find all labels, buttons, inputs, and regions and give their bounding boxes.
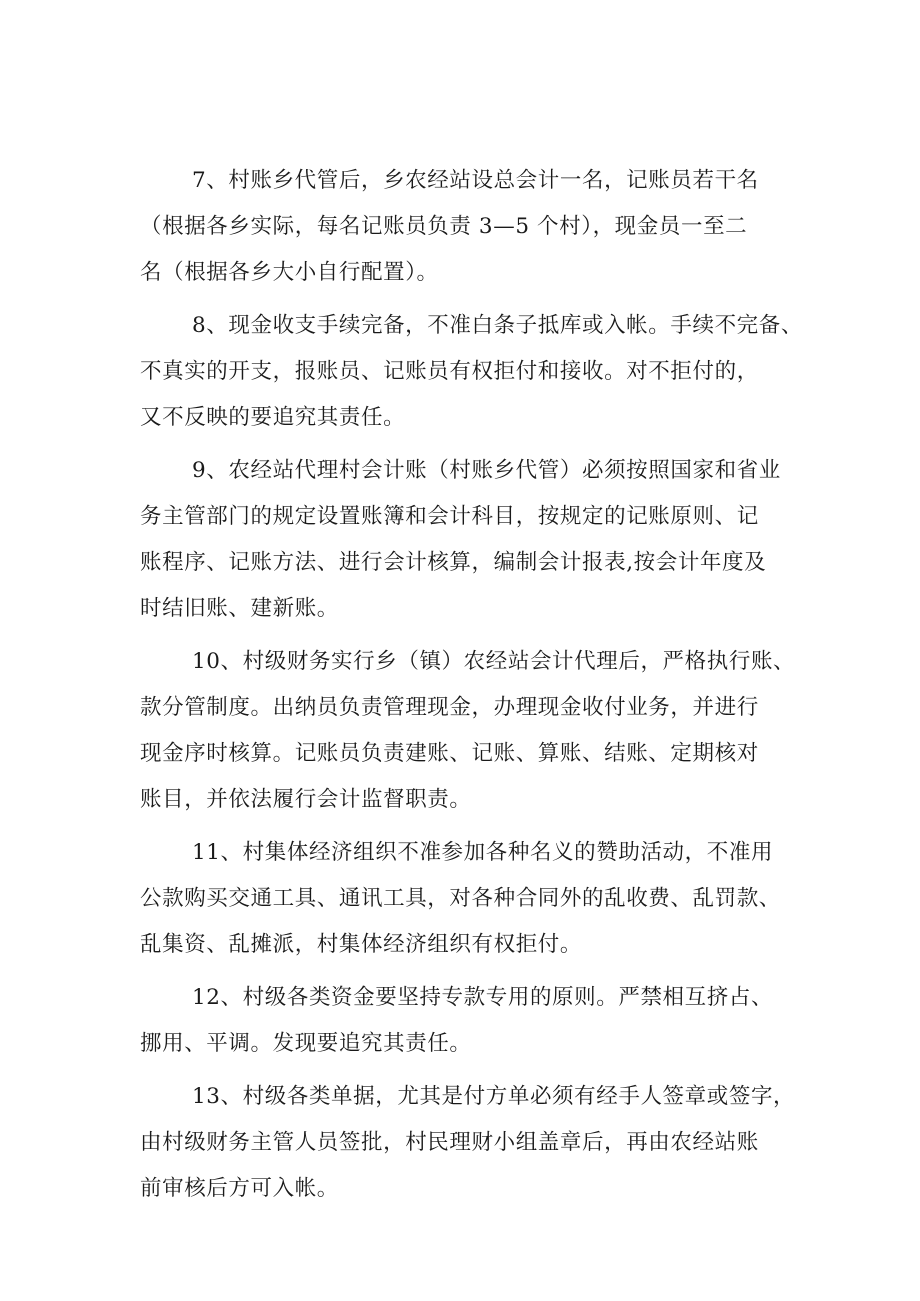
paragraph-line: 款分管制度。出纳员负责管理现金，办理现金收付业务，并进行: [140, 695, 759, 720]
paragraph-line: 9、农经站代理村会计账（村账乡代管）必须按照国家和省业: [192, 458, 781, 483]
paragraph-12: [140, 975, 810, 1067]
paragraph-line: 8、现金收支手续完备，不准白条子抵库或入帐。手续不完备、: [192, 313, 803, 338]
paragraph-line: 名（根据各乡大小自行配置）。: [140, 260, 439, 285]
paragraph-line: 12、村级各类资金要坚持专款专用的原则。严禁相互挤占、: [192, 985, 774, 1010]
paragraph-line: 10、村级财务实行乡（镇）农经站会计代理后，严格执行账、: [192, 649, 796, 674]
paragraph-8: [140, 303, 810, 441]
paragraph-line: 时结旧账、建新账。: [140, 596, 339, 621]
paragraph-line: 乱集资、乱摊派，村集体经济组织有权拒付。: [140, 932, 583, 957]
paragraph-11: [140, 830, 810, 968]
paragraph-line: （根据各乡实际，每名记账员负责 3—5 个村），现金员一至二: [140, 214, 748, 239]
paragraph-line: 挪用、平调。发现要追究其责任。: [140, 1031, 472, 1056]
paragraph-line: 不真实的开支，报账员、记账员有权拒付和接收。对不拒付的，: [140, 359, 759, 384]
paragraph-line: 13、村级各类单据，尤其是付方单必须有经手人签章或签字，: [192, 1084, 796, 1109]
paragraph-10: [140, 639, 810, 823]
paragraph-line: 务主管部门的规定设置账簿和会计科目，按规定的记账原则、记: [140, 504, 759, 529]
paragraph-line: 现金序时核算。记账员负责建账、记账、算账、结账、定期核对: [140, 741, 759, 766]
paragraph-line: 公款购买交通工具、通讯工具，对各种合同外的乱收费、乱罚款、: [140, 886, 781, 911]
paragraph-line: 7、村账乡代管后，乡农经站设总会计一名，记账员若干名: [192, 168, 759, 193]
paragraph-7: [140, 158, 810, 296]
paragraph-13: [140, 1074, 810, 1212]
paragraph-line: 账程序、记账方法、进行会计核算，编制会计报表,按会计年度及: [140, 550, 767, 575]
paragraph-line: 由村级财务主管人员签批，村民理财小组盖章后，再由农经站账: [140, 1130, 759, 1155]
paragraph-line: 又不反映的要追究其责任。: [140, 405, 406, 430]
paragraph-line: 前审核后方可入帐。: [140, 1176, 339, 1201]
paragraph-line: 账目，并依法履行会计监督职责。: [140, 787, 472, 812]
paragraph-9: [140, 448, 810, 632]
document-body: [140, 158, 810, 1219]
paragraph-line: 11、村集体经济组织不准参加各种名义的赞助活动，不准用: [192, 840, 774, 865]
